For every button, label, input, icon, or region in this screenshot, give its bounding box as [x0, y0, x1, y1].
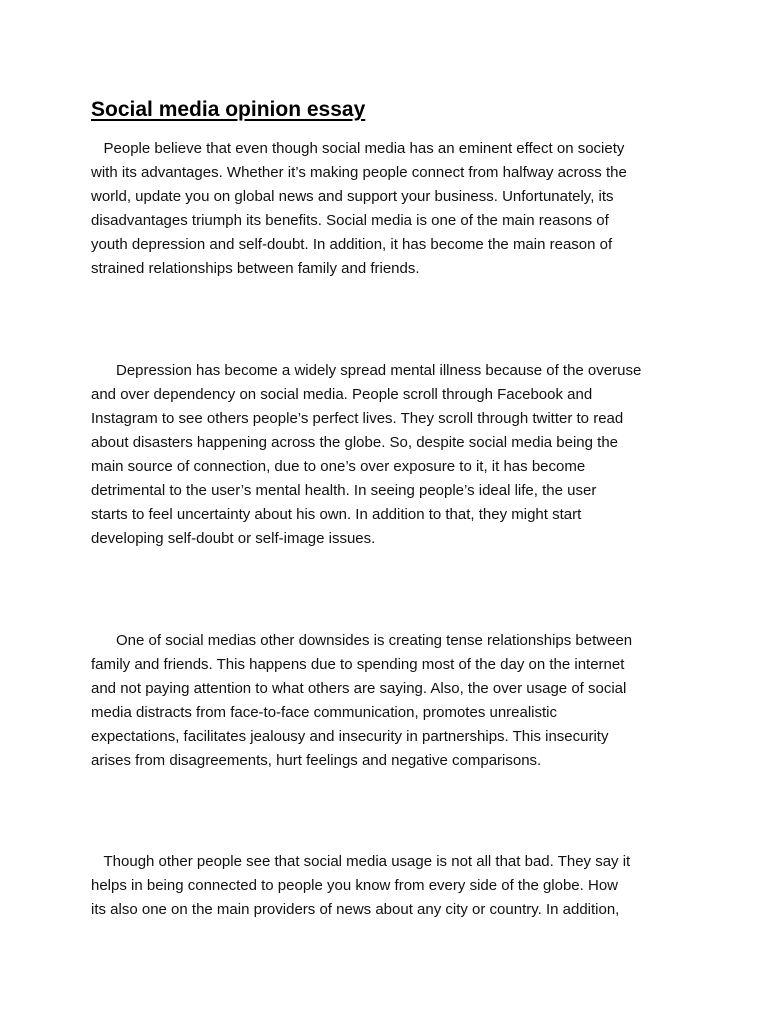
paragraph-depression	[91, 359, 681, 551]
text-line: Though other people see that social media usage is not all that bad. They say it	[91, 853, 631, 870]
text-line: One of social medias other downsides is creating tense relationships between	[91, 632, 633, 649]
text-line: and over dependency on social media. People scroll through Facebook and	[91, 386, 593, 403]
text-line: about disasters happening across the globe. So, despite social media being the	[91, 434, 619, 451]
text-line: family and friends. This happens due to spending most of the day on the internet	[91, 656, 625, 673]
text-line: starts to feel uncertainty about his own. In addition to that, they might start	[91, 506, 582, 523]
paragraph-counterargument	[91, 850, 681, 922]
text-line: media distracts from face-to-face communication, promotes unrealistic	[91, 704, 558, 721]
text-line: arises from disagreements, hurt feelings and negative comparisons.	[91, 752, 542, 769]
text-line: Depression has become a widely spread mental illness because of the overuse	[91, 362, 642, 379]
text-line: youth depression and self-doubt. In addition, it has become the main reason of	[91, 236, 613, 253]
text-line: and not paying attention to what others are saying. Also, the over usage of social	[91, 680, 627, 697]
paragraph-intro	[91, 137, 681, 281]
text-line: developing self-doubt or self-image issues.	[91, 530, 376, 547]
essay-title: Social media opinion essay	[91, 98, 366, 121]
text-line: People believe that even though social media has an eminent effect on society	[91, 140, 625, 157]
text-line: world, update you on global news and support your business. Unfortunately, its	[91, 188, 614, 205]
text-line: helps in being connected to people you know from every side of the globe. How	[91, 877, 618, 894]
text-line: expectations, facilitates jealousy and insecurity in partnerships. This insecurity	[91, 728, 609, 745]
text-line: detrimental to the user’s mental health. In seeing people’s ideal life, the user	[91, 482, 597, 499]
text-line: its also one on the main providers of news about any city or country. In addition,	[91, 901, 620, 918]
text-line: with its advantages. Whether it’s making people connect from halfway across the	[91, 164, 627, 181]
text-line: disadvantages triumph its benefits. Social media is one of the main reasons of	[91, 212, 609, 229]
paragraph-relationships	[91, 629, 681, 773]
text-line: Instagram to see others people’s perfect lives. They scroll through twitter to read	[91, 410, 624, 427]
text-line: strained relationships between family and friends.	[91, 260, 420, 277]
text-line: main source of connection, due to one’s over exposure to it, it has become	[91, 458, 586, 475]
